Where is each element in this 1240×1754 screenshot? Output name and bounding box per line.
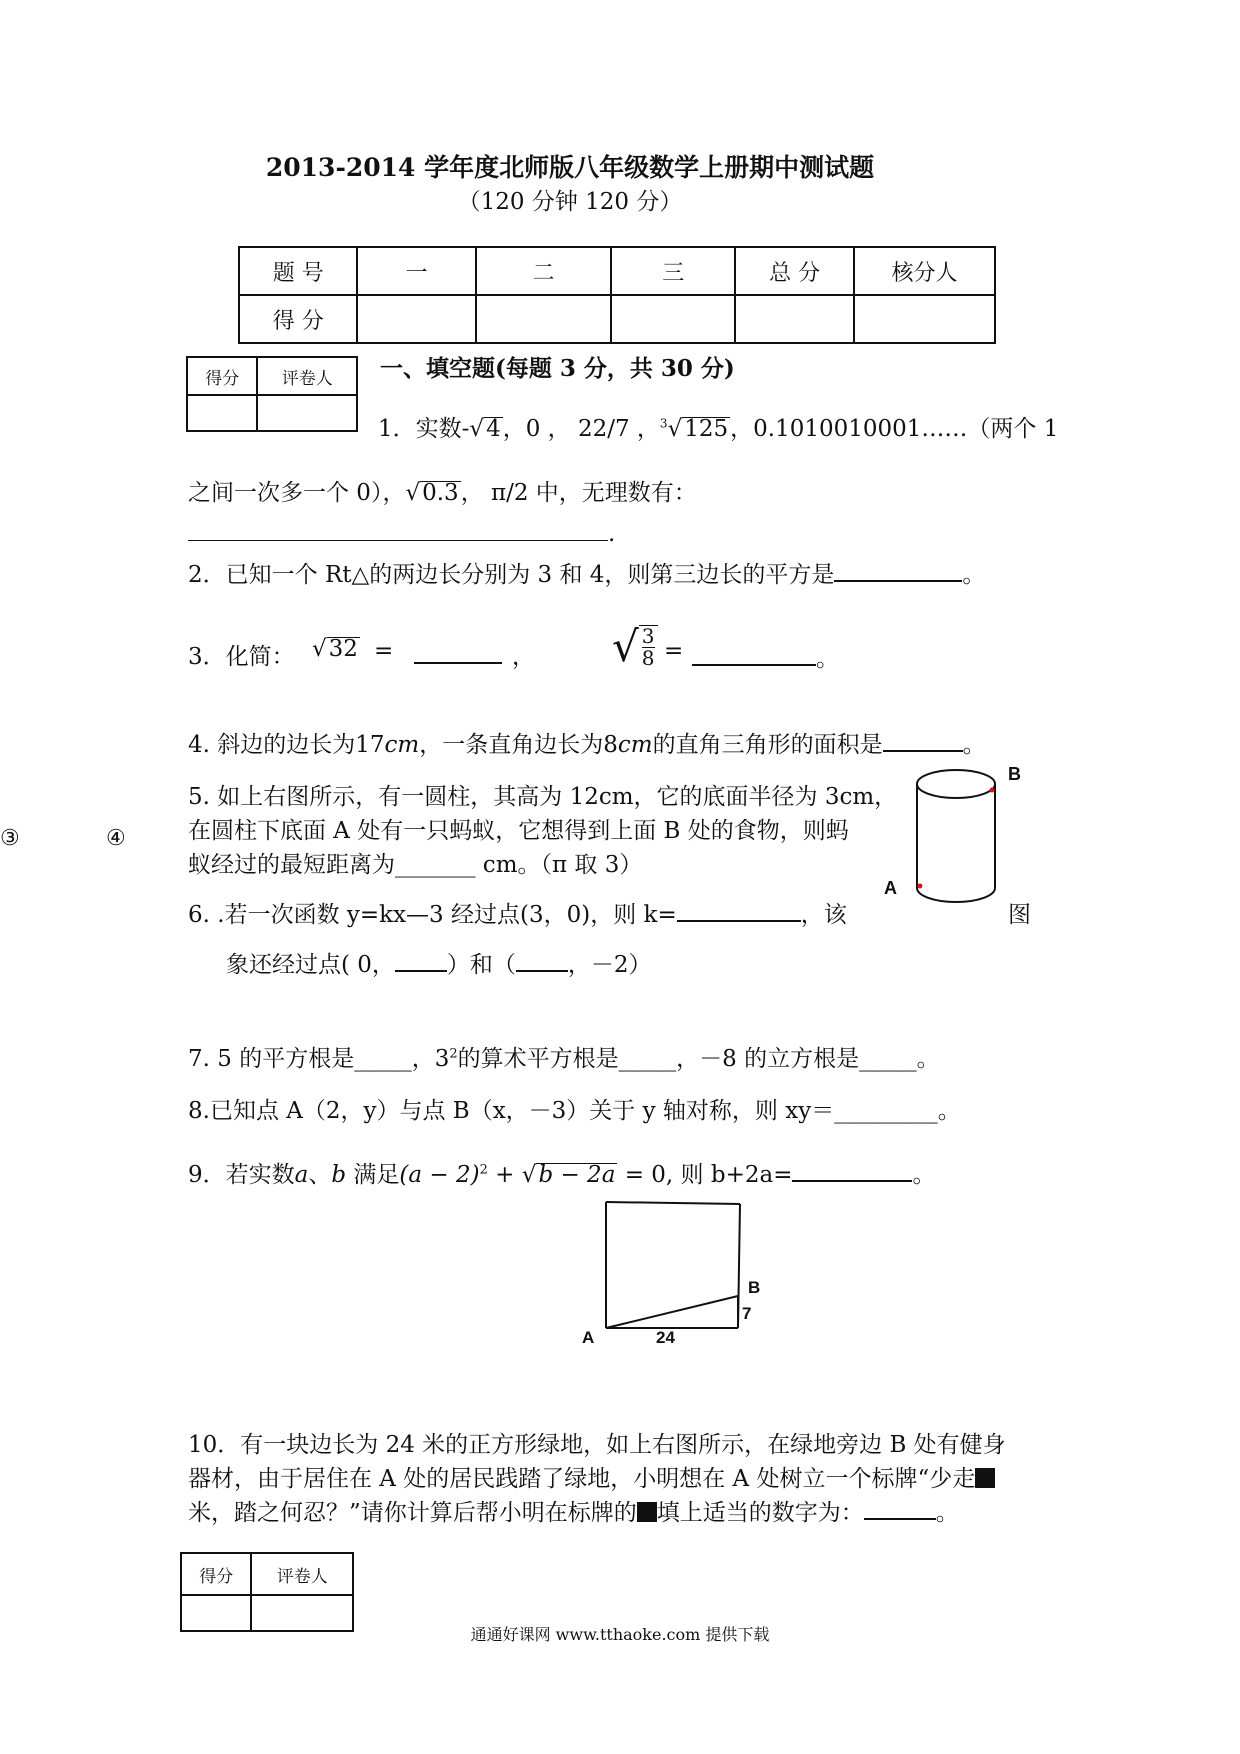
question-10-line-2 xyxy=(188,1460,995,1493)
square-label-a: A xyxy=(582,1328,595,1347)
q9-end: 。 xyxy=(912,1162,936,1188)
section-title: 一、填空题(每题 3 分，共 30 分) xyxy=(380,355,735,382)
q10-answer-blank[interactable] xyxy=(864,1496,936,1520)
q3-end: 。 xyxy=(816,646,839,672)
q4-end: 。 xyxy=(962,732,986,758)
q9-sqrt-value: b − 2a xyxy=(538,1162,616,1188)
square-label-b: B xyxy=(748,1278,761,1297)
filled-square-icon xyxy=(637,1502,657,1522)
grader-box-2-grader-label: 评卷人 xyxy=(251,1553,353,1595)
question-6-line-2 xyxy=(226,946,652,979)
q3-fraction-root xyxy=(612,622,658,671)
q3-sqrt-value: 32 xyxy=(328,636,358,662)
q1-answer-period: . xyxy=(608,521,616,547)
q9-var-a: a xyxy=(294,1162,309,1188)
q3-big-sqrt-sign: √ xyxy=(612,622,639,671)
q1-sqrt-sign: √ xyxy=(469,416,485,442)
q9-expr-1: (a − 2) xyxy=(399,1162,480,1188)
score-table-header-cell: 三 xyxy=(611,247,735,295)
q4-value-1: 17 xyxy=(355,732,385,758)
q9-text-b: 满足 xyxy=(346,1162,400,1188)
q1-text-a: 1．实数- xyxy=(378,416,470,442)
q1-cube-index: 3 xyxy=(659,416,668,431)
question-8: 8.已知点 A（2，y）与点 B（x，－3）关于 y 轴对称，则 xy＝_________。 xyxy=(188,1098,961,1124)
grader-box-2 xyxy=(180,1552,354,1632)
score-table-header-cell: 总 分 xyxy=(735,247,853,295)
score-table-header-cell: 核分人 xyxy=(854,247,995,295)
q2-text: 2．已知一个 Rt△的两边长分别为 3 和 4，则第三边长的平方是 xyxy=(188,562,835,588)
q6-k-blank[interactable] xyxy=(677,898,801,922)
q6-x-blank[interactable] xyxy=(516,948,568,972)
q9-text-c: 则 b+2a= xyxy=(673,1162,793,1188)
question-5-line-2: 在圆柱下底面 A 处有一只蚂蚁，它想得到上面 B 处的食物，则蚂 xyxy=(188,818,849,844)
score-table-header-cell: 题 号 xyxy=(239,247,357,295)
q1-cube-value: 125 xyxy=(684,416,729,442)
q6-text-e: ）和（ xyxy=(446,952,516,978)
question-6-line-1 xyxy=(188,896,847,929)
q4-answer-blank[interactable] xyxy=(883,728,963,752)
score-table xyxy=(238,246,996,344)
q10-text-b: 米，踏之何忍？”请你计算后帮小明在标牌的 xyxy=(188,1500,637,1526)
grader-box xyxy=(186,356,358,432)
q2-answer-blank[interactable] xyxy=(834,558,962,582)
q6-y-blank[interactable] xyxy=(395,948,447,972)
q3-blank-1-wrapper[interactable] xyxy=(414,640,502,668)
q4-text-a: 4. 斜边的边长为 xyxy=(188,732,356,758)
question-5-line-1: 5. 如上右图所示，有一圆柱，其高为 12cm，它的底面半径为 3cm， xyxy=(188,784,898,810)
q6-text-c: 图 xyxy=(1008,902,1031,928)
side-mark-4: ④ xyxy=(106,826,126,851)
q9-plus: + xyxy=(487,1162,522,1188)
q1-answer-blank[interactable] xyxy=(188,520,608,541)
score-table-header-cell: 二 xyxy=(476,247,611,295)
q10-text-c: 填上适当的数字为： xyxy=(656,1500,864,1526)
q3-numerator: 3 xyxy=(641,623,655,648)
q1-sqrt-sign-2: √ xyxy=(405,480,421,506)
question-10-line-1: 10．有一块边长为 24 米的正方形绿地，如上右图所示，在绿地旁边 B 处有健身 xyxy=(188,1432,1006,1458)
page-subtitle: （120 分钟 120 分） xyxy=(457,189,683,215)
q3-answer-blank-2[interactable] xyxy=(692,642,816,666)
cylinder-label-b: B xyxy=(1008,764,1021,784)
question-5-line-3: 蚁经过的最短距离为_______ cm。（π 取 3） xyxy=(188,852,643,878)
q9-sep: 、 xyxy=(308,1162,332,1188)
q1-sqrt-value-2: 0.3 xyxy=(422,480,459,506)
q3-sqrt-sign: √ xyxy=(312,636,327,662)
q4-unit-2: cm xyxy=(617,732,653,758)
square-label-7: 7 xyxy=(742,1304,752,1323)
q6-text-b: ，该 xyxy=(800,902,847,928)
q9-expr-2: = 0, xyxy=(617,1162,674,1188)
q1-sqrt-value: 4 xyxy=(486,416,501,442)
question-1-line-2 xyxy=(188,474,697,507)
page-footer: 通通好课网 www.tthaoke.com 提供下载 xyxy=(470,1625,770,1644)
question-9 xyxy=(188,1156,935,1189)
score-table-row-label: 得 分 xyxy=(239,295,357,343)
q2-end: 。 xyxy=(962,562,986,588)
question-4 xyxy=(188,726,986,759)
q4-value-2: 8 xyxy=(603,732,618,758)
q4-text-b: ，一条直角边长为 xyxy=(419,732,604,758)
question-2 xyxy=(188,556,985,589)
q7-superscript: 2 xyxy=(449,1046,458,1062)
side-mark-3: ③ xyxy=(0,826,20,851)
q4-text-c: 的直角三角形的面积是 xyxy=(652,732,883,758)
q1-text-e: ， π/2 中，无理数有： xyxy=(460,480,697,506)
q10-text-a: 器材，由于居住在 A 处的居民践踏了绿地，小明想在 A 处树立一个标牌“少走 xyxy=(188,1466,976,1492)
q9-var-b: b xyxy=(331,1162,347,1188)
question-1-answer-line[interactable] xyxy=(188,520,615,547)
q1-text-d: 之间一次多一个 0）， xyxy=(188,480,406,506)
q6-text-f: ，－2） xyxy=(567,952,652,978)
q10-end: 。 xyxy=(935,1500,959,1526)
q9-sqrt-sign: √ xyxy=(521,1162,537,1188)
score-table-cell[interactable] xyxy=(476,295,611,343)
q6-text-d: 象还经过点( 0， xyxy=(226,952,395,978)
question-3-part-1 xyxy=(312,636,360,662)
grader-box-grader-label: 评卷人 xyxy=(257,357,357,395)
q3-fraction xyxy=(639,625,658,669)
filled-square-icon xyxy=(975,1468,995,1488)
grader-box-score-label: 得分 xyxy=(187,357,257,395)
page-title: 2013-2014 学年度北师版八年级数学上册期中测试题 xyxy=(265,153,875,182)
q7-text-a: 7. 5 的平方根是_____，3 xyxy=(188,1046,450,1072)
q7-text-b: 的算术平方根是_____，－8 的立方根是_____。 xyxy=(457,1046,940,1072)
score-table-cell[interactable] xyxy=(854,295,995,343)
q1-text-c: ，0.1010010001……（两个 1 xyxy=(730,416,1059,442)
q4-unit-1: cm xyxy=(384,732,420,758)
cylinder-label-a: A xyxy=(884,878,897,898)
square-label-24: 24 xyxy=(656,1328,675,1347)
score-table-cell[interactable] xyxy=(357,295,475,343)
score-table-header-cell: 一 xyxy=(357,247,475,295)
question-1-line-1 xyxy=(378,410,1058,443)
q3-comma: ， xyxy=(512,644,535,670)
score-table-cell[interactable] xyxy=(735,295,853,343)
q3-equals-2: = xyxy=(664,638,684,664)
grader-box-grader-cell[interactable] xyxy=(257,395,357,431)
grader-box-score-cell[interactable] xyxy=(187,395,257,431)
grader-box-2-score-label: 得分 xyxy=(181,1553,251,1595)
q3-answer-blank-1[interactable] xyxy=(414,640,502,664)
q6-text-a: 6. .若一次函数 y=kx—3 经过点(3，0)，则 k= xyxy=(188,902,677,928)
q3-denominator: 8 xyxy=(641,645,655,670)
q9-text-a: 9．若实数 xyxy=(188,1162,295,1188)
q9-answer-blank[interactable] xyxy=(792,1158,912,1182)
score-table-cell[interactable] xyxy=(611,295,735,343)
q9-superscript: 2 xyxy=(479,1162,488,1178)
q3-blank-2-wrapper[interactable] xyxy=(692,640,839,673)
question-3-label: 3．化简： xyxy=(188,644,295,670)
q1-text-b: ，0 ， 22/7 ， xyxy=(502,416,660,442)
question-7 xyxy=(188,1040,940,1073)
q1-cube-sign: √ xyxy=(667,416,683,442)
question-10-line-3 xyxy=(188,1494,959,1527)
q3-equals-1: = xyxy=(374,638,394,664)
